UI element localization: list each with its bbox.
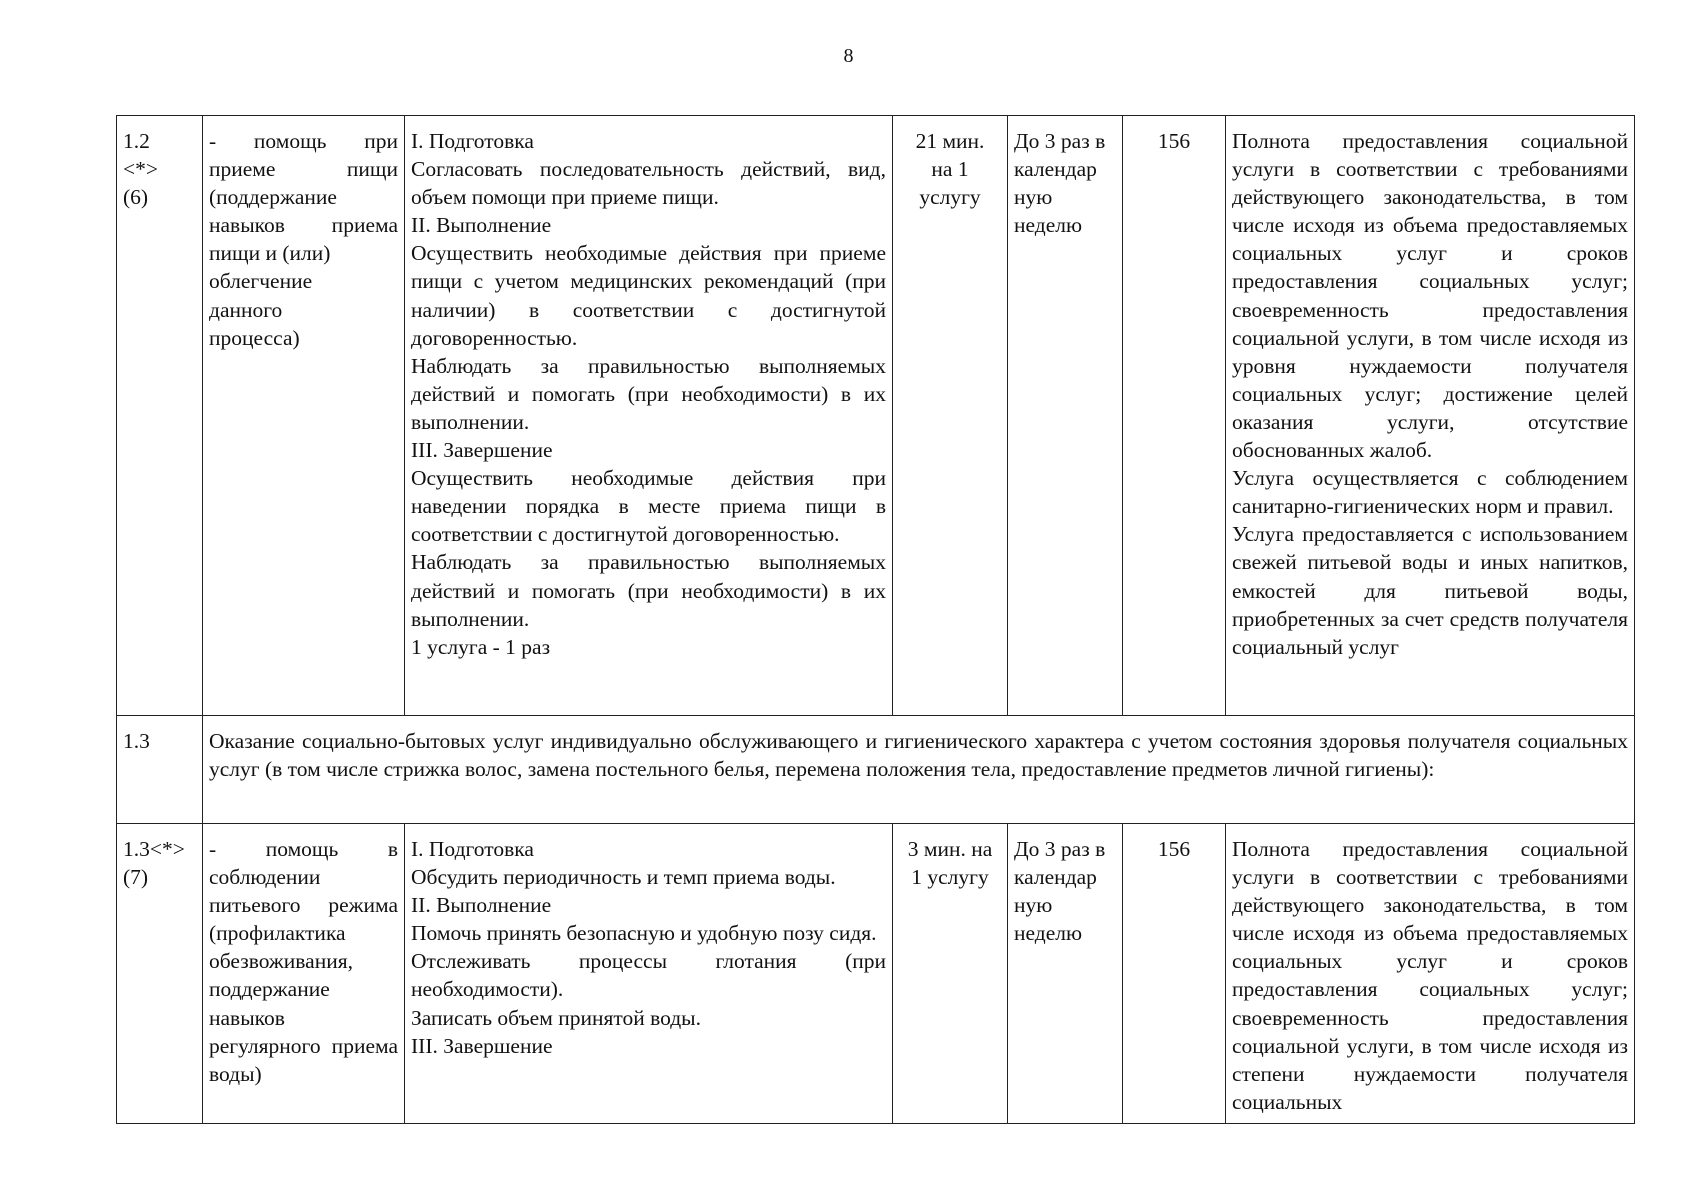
service-index: (6): [123, 185, 149, 210]
service-marker: <*>: [123, 157, 159, 182]
stage-heading: I. Подготовка: [411, 129, 534, 153]
service-volume: 156: [1157, 837, 1191, 861]
procedure-step: 1 услуга - 1 раз: [411, 634, 551, 659]
time-norm: 21 мин.: [915, 129, 985, 153]
frequency: календар: [1014, 157, 1097, 182]
table-row: [117, 116, 1635, 716]
stage-heading: III. Завершение: [411, 438, 553, 463]
service-name-line: облегчение: [209, 269, 313, 294]
frequency: ную: [1014, 893, 1053, 918]
time-norm-cell: [893, 116, 1008, 716]
service-number-cell: [117, 824, 203, 1124]
time-norm-cell: [893, 824, 1008, 1124]
stage-heading: I. Подготовка: [411, 837, 534, 861]
procedure-step: Осуществить необходимые действия при наведении порядка в месте приема пищи в соответствии с достигнутой договоренностью.: [411, 466, 886, 547]
procedure-step: Наблюдать за правильностью выполняемых действий и помогать (при необходимости) в их выполнении.: [411, 353, 886, 434]
service-name-cell: [203, 824, 405, 1124]
page-number: 8: [843, 45, 854, 67]
section-number-cell: [117, 716, 203, 824]
procedure-step: Согласовать последовательность действий, вид, объем помощи при приеме пищи.: [411, 157, 886, 210]
procedure-cell: [405, 116, 893, 716]
frequency: ную: [1014, 185, 1053, 210]
frequency: календар: [1014, 865, 1097, 890]
procedure-step: Помочь принять безопасную и удобную позу сидя.: [411, 921, 877, 946]
procedure-step: Обсудить периодичность и темп приема воды.: [411, 865, 836, 890]
time-norm: 3 мин. на: [907, 837, 993, 861]
procedure-step: Записать объем принятой воды.: [411, 1005, 701, 1030]
stage-heading: II. Выполнение: [411, 213, 552, 238]
time-norm: 1 услугу: [911, 865, 989, 890]
service-number: 1.2: [123, 129, 150, 153]
time-norm: услугу: [919, 185, 981, 210]
services-table: [116, 115, 1635, 1124]
section-title-cell: [203, 716, 1635, 824]
service-name-line: данного: [209, 297, 283, 322]
service-number-cell: [117, 116, 203, 716]
frequency-cell: [1008, 116, 1123, 716]
frequency: До 3 раз в: [1014, 129, 1106, 153]
procedure-step: Отслеживать процессы глотания (при необходимости).: [411, 949, 886, 1002]
frequency-cell: [1008, 824, 1123, 1124]
procedure-cell: [405, 824, 893, 1124]
quality-criteria-cell: [1226, 824, 1635, 1124]
procedure-step: Осуществить необходимые действия при приеме пищи с учетом медицинских рекомендаций (при наличии) в соответствии с достигнутой договоренностью.: [411, 241, 886, 350]
section-number: 1.3: [123, 729, 150, 753]
quality-criteria: Полнота предоставления социальной услуги в соответствии с требованиями действующего законодательства, в том числе исходя из объема предоставляемых социальных услуг и сроков предоставления социальных услуг; своевременность предоставления социальной услуги, в том числе исходя из степени нуждаемости получателя социальных: [1232, 837, 1628, 1114]
quality-criteria: Услуга осуществляется с соблюдением санитарно-гигиенических норм и правил.: [1232, 466, 1628, 519]
quality-criteria: Услуга предоставляется с использованием свежей питьевой воды и иных напитков, емкостей для питьевой воды, приобретенных за счет средств получателя социальный услуг: [1232, 522, 1628, 659]
service-volume: 156: [1157, 129, 1191, 153]
stage-heading: II. Выполнение: [411, 893, 552, 918]
service-name-line: процесса): [209, 325, 300, 350]
service-name: - помощь в соблюдении питьевого режима (профилактика обезвоживания, поддержание навыков регулярного приема воды): [209, 837, 398, 1086]
service-name: - помощь при приеме пищи (поддержание навыков приема пищи и (или): [209, 129, 398, 266]
quality-criteria-cell: [1226, 116, 1635, 716]
frequency: неделю: [1014, 921, 1083, 946]
volume-cell: [1123, 116, 1226, 716]
stage-heading: III. Завершение: [411, 1033, 553, 1058]
section-row: [117, 716, 1635, 824]
quality-criteria: Полнота предоставления социальной услуги в соответствии с требованиями действующего законодательства, в том числе исходя из объема предоставляемых социальных услуг и сроков предоставления социальных услуг; своевременность предоставления социальной услуги, в том числе исходя из уровня нуждаемости получателя социальных услуг; достижение целей оказания услуги, отсутствие обоснованных жалоб.: [1232, 129, 1628, 463]
frequency: До 3 раз в: [1014, 837, 1106, 861]
volume-cell: [1123, 824, 1226, 1124]
service-index: (7): [123, 865, 149, 890]
table-row: [117, 824, 1635, 1124]
frequency: неделю: [1014, 213, 1083, 238]
service-name-cell: [203, 116, 405, 716]
section-title: Оказание социально-бытовых услуг индивидуально обслуживающего и гигиенического характера с учетом состояния здоровья получателя социальных услуг (в том числе стрижка волос, замена постельного белья, перемена положения тела, предоставление предметов личной гигиены):: [209, 729, 1628, 782]
service-number: 1.3<*>: [123, 837, 185, 861]
procedure-step: Наблюдать за правильностью выполняемых действий и помогать (при необходимости) в их выполнении.: [411, 550, 886, 631]
time-norm: на 1: [931, 157, 969, 182]
